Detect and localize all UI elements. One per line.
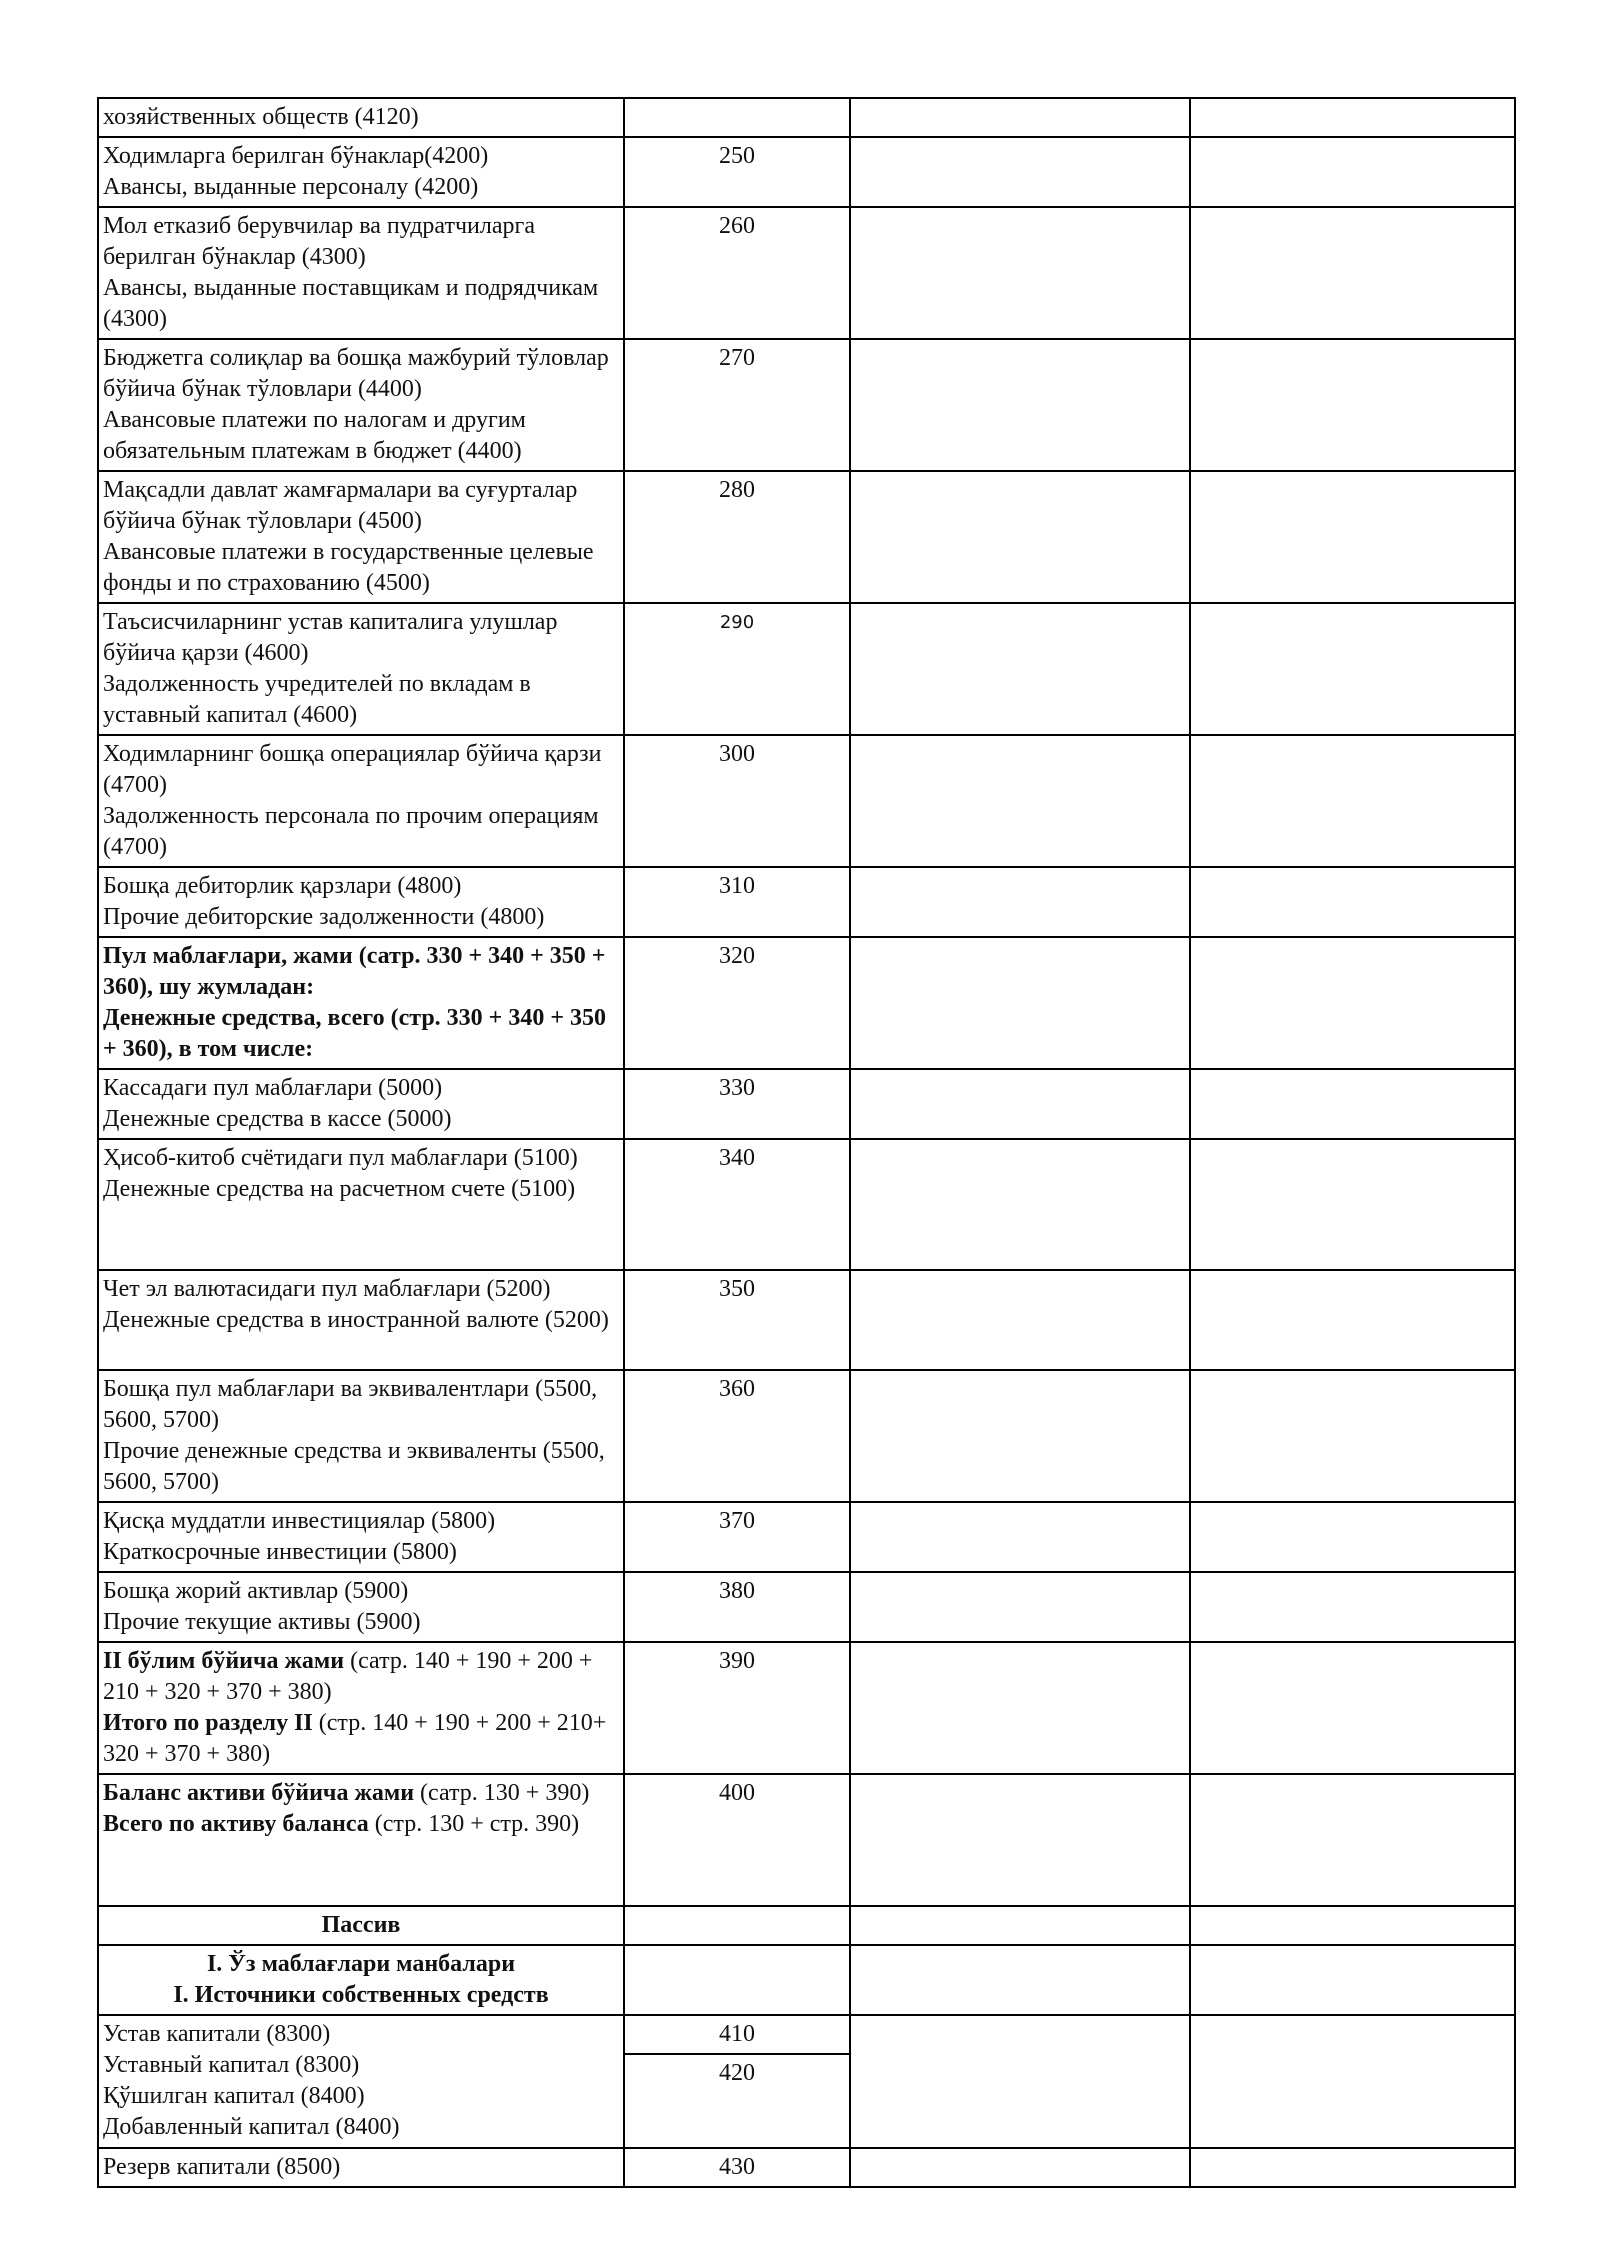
row-label bbox=[98, 1069, 624, 1139]
label-bold-part: Итого по разделу II bbox=[103, 1710, 313, 1736]
value-start-cell bbox=[850, 2148, 1190, 2187]
row-310 bbox=[98, 867, 1515, 937]
label-bold-part: II бўлим бўйича жами bbox=[103, 1648, 345, 1674]
label-line: Добавленный капитал (8400) bbox=[103, 2114, 400, 2140]
row-270 bbox=[98, 339, 1515, 471]
label-line: Қўшилган капитал (8400) bbox=[103, 2083, 365, 2109]
value-end-cell bbox=[1190, 1945, 1515, 2015]
row-label bbox=[98, 937, 624, 1069]
value-end-cell bbox=[1190, 1270, 1515, 1370]
label-line bbox=[103, 1809, 619, 1840]
value-end-cell bbox=[1190, 1502, 1515, 1572]
label-line bbox=[103, 1708, 619, 1770]
value-start-cell bbox=[850, 98, 1190, 137]
row-code: 380 bbox=[624, 1572, 850, 1642]
label-line: Бошқа жорий активлар (5900) bbox=[103, 1578, 409, 1604]
label-line: Кассадаги пул маблағлари (5000) bbox=[103, 1075, 443, 1101]
row-label bbox=[98, 1139, 624, 1270]
row-code: 330 bbox=[624, 1069, 850, 1139]
value-end-cell bbox=[1190, 1774, 1515, 1906]
label-line: Бюджетга солиқлар ва бошқа мажбурий тўловлар бўйича бўнак тўловлари (4400) bbox=[103, 345, 609, 402]
label-line: Авансовые платежи по налогам и другим обязательным платежам в бюджет (4400) bbox=[103, 407, 526, 464]
label-line: Бошқа дебиторлик қарзлари (4800) bbox=[103, 873, 462, 899]
row-350 bbox=[98, 1270, 1515, 1370]
value-start-cell bbox=[850, 339, 1190, 471]
value-end-cell bbox=[1190, 1642, 1515, 1774]
row-330 bbox=[98, 1069, 1515, 1139]
label-line: Краткосрочные инвестиции (5800) bbox=[103, 1539, 457, 1565]
row-code: 390 bbox=[624, 1642, 850, 1774]
row-label bbox=[98, 1572, 624, 1642]
row-label bbox=[98, 471, 624, 603]
label-line: Ходимларга берилган бўнаклар(4200) bbox=[103, 143, 489, 169]
row-label: Резерв капитали (8500) bbox=[98, 2148, 624, 2187]
value-start-cell bbox=[850, 735, 1190, 867]
label-normal-part: (сатр. 140 + 190 + 200 + 210 + 320 + 370 + 380) bbox=[103, 1648, 593, 1705]
value-start-cell bbox=[850, 1642, 1190, 1774]
label-normal-part: (стр. 140 + 190 + 200 + 210+ 320 + 370 + 380) bbox=[103, 1710, 607, 1767]
label-line: Қисқа муддатли инвестициялар (5800) bbox=[103, 1508, 496, 1534]
row-label bbox=[98, 1502, 624, 1572]
row-260 bbox=[98, 207, 1515, 339]
row-label bbox=[98, 137, 624, 207]
value-start-cell bbox=[850, 1069, 1190, 1139]
row-code: 410 bbox=[624, 2015, 850, 2054]
row-label bbox=[98, 339, 624, 471]
row-label bbox=[98, 1370, 624, 1502]
row-label bbox=[98, 98, 624, 137]
value-end-cell bbox=[1190, 471, 1515, 603]
code-cell bbox=[624, 1945, 850, 2015]
value-start-cell bbox=[850, 1906, 1190, 1945]
row-320 bbox=[98, 937, 1515, 1069]
value-end-cell bbox=[1190, 137, 1515, 207]
label-normal-part: (стр. 130 + стр. 390) bbox=[368, 1811, 580, 1837]
value-start-cell bbox=[850, 2015, 1190, 2148]
label-line: Ходимларнинг бошқа операциялар бўйича қарзи (4700) bbox=[103, 741, 602, 798]
row-280 bbox=[98, 471, 1515, 603]
label-line: хозяйственных обществ (4120) bbox=[103, 104, 419, 130]
label-line: Задолженность персонала по прочим операциям (4700) bbox=[103, 803, 599, 860]
label-line-bold: Денежные средства, всего (стр. 330 + 340 + 350 + 360), в том числе: bbox=[103, 1005, 607, 1062]
value-start-cell bbox=[850, 471, 1190, 603]
value-end-cell bbox=[1190, 603, 1515, 735]
row-380 bbox=[98, 1572, 1515, 1642]
label-line: Авансовые платежи в государственные целевые фонды и по страхованию (4500) bbox=[103, 539, 594, 596]
row-340 bbox=[98, 1139, 1515, 1270]
row-label bbox=[98, 1774, 624, 1906]
value-start-cell bbox=[850, 867, 1190, 937]
value-start-cell bbox=[850, 1139, 1190, 1270]
label-line: Мақсадли давлат жамғармалари ва суғурталар бўйича бўнак тўловлари (4500) bbox=[103, 477, 578, 534]
label-line-bold: Пул маблағлари, жами (сатр. 330 + 340 + 350 + 360), шу жумладан: bbox=[103, 943, 606, 1000]
row-410 bbox=[98, 2015, 1515, 2054]
value-start-cell bbox=[850, 1774, 1190, 1906]
value-end-cell bbox=[1190, 1069, 1515, 1139]
value-start-cell bbox=[850, 1270, 1190, 1370]
row-300 bbox=[98, 735, 1515, 867]
row-label bbox=[98, 1642, 624, 1774]
label-line: Задолженность учредителей по вкладам в уставный капитал (4600) bbox=[103, 671, 531, 728]
row-code: 250 bbox=[624, 137, 850, 207]
value-start-cell bbox=[850, 1945, 1190, 2015]
row-label bbox=[98, 1270, 624, 1370]
row-400 bbox=[98, 1774, 1515, 1906]
row-430 bbox=[98, 2148, 1515, 2187]
value-start-cell bbox=[850, 603, 1190, 735]
row-360 bbox=[98, 1370, 1515, 1502]
value-end-cell bbox=[1190, 207, 1515, 339]
row-code: 310 bbox=[624, 867, 850, 937]
label-bold-part: Всего по активу баланса bbox=[103, 1811, 369, 1837]
row-4120-cont bbox=[98, 98, 1515, 137]
row-label bbox=[98, 207, 624, 339]
label-line bbox=[103, 1778, 619, 1809]
label-line: Чет эл валютасидаги пул маблағлари (5200) bbox=[103, 1276, 551, 1302]
row-code: 370 bbox=[624, 1502, 850, 1572]
row-390 bbox=[98, 1642, 1515, 1774]
label-line: Таъсисчиларнинг устав капиталига улушлар бўйича қарзи (4600) bbox=[103, 609, 558, 666]
label-bold-part: Баланс активи бўйича жами bbox=[103, 1780, 415, 1806]
row-code: 320 bbox=[624, 937, 850, 1069]
row-code: 300 bbox=[624, 735, 850, 867]
label-line: Уставный капитал (8300) bbox=[103, 2052, 360, 2078]
balance-sheet-table bbox=[97, 97, 1516, 2188]
value-end-cell bbox=[1190, 1370, 1515, 1502]
row-code: 270 bbox=[624, 339, 850, 471]
value-end-cell bbox=[1190, 867, 1515, 937]
label-line: Авансы, выданные персоналу (4200) bbox=[103, 174, 479, 200]
row-passive-heading bbox=[98, 1906, 1515, 1945]
value-start-cell bbox=[850, 1572, 1190, 1642]
label-line: Прочие денежные средства и эквиваленты (5500, 5600, 5700) bbox=[103, 1438, 605, 1495]
value-end-cell bbox=[1190, 1139, 1515, 1270]
row-290 bbox=[98, 603, 1515, 735]
value-start-cell bbox=[850, 1502, 1190, 1572]
value-start-cell bbox=[850, 937, 1190, 1069]
value-end-cell bbox=[1190, 937, 1515, 1069]
label-line: Прочие текущие активы (5900) bbox=[103, 1609, 421, 1635]
label-line: Авансы, выданные поставщикам и подрядчикам (4300) bbox=[103, 275, 599, 332]
label-line: Денежные средства в кассе (5000) bbox=[103, 1106, 452, 1132]
section1-heading-line: I. Ўз маблағлари манбалари bbox=[206, 1951, 516, 1977]
row-code: 340 bbox=[624, 1139, 850, 1270]
value-start-cell bbox=[850, 137, 1190, 207]
balance-sheet-body bbox=[98, 98, 1515, 2187]
row-code: 280 bbox=[624, 471, 850, 603]
row-label bbox=[98, 735, 624, 867]
value-end-cell bbox=[1190, 1906, 1515, 1945]
label-line: Денежные средства в иностранной валюте (5200) bbox=[103, 1307, 609, 1333]
label-line: Бошқа пул маблағлари ва эквивалентлари (5500, 5600, 5700) bbox=[103, 1376, 598, 1433]
row-section1-heading bbox=[98, 1945, 1515, 2015]
row-250 bbox=[98, 137, 1515, 207]
label-line: Ҳисоб-китоб счётидаги пул маблағлари (5100) bbox=[103, 1145, 578, 1171]
row-label bbox=[98, 867, 624, 937]
section1-heading-line: I. Источники собственных средств bbox=[173, 1982, 549, 2008]
value-end-cell bbox=[1190, 735, 1515, 867]
label-line: Прочие дебиторские задолженности (4800) bbox=[103, 904, 545, 930]
row-code: 360 bbox=[624, 1370, 850, 1502]
value-end-cell bbox=[1190, 2148, 1515, 2187]
row-code: 350 bbox=[624, 1270, 850, 1370]
row-code: 420 bbox=[624, 2054, 850, 2148]
label-line: Устав капитали (8300) bbox=[103, 2021, 331, 2047]
label-normal-part: (сатр. 130 + 390) bbox=[414, 1780, 590, 1806]
passive-heading: Пассив bbox=[98, 1906, 624, 1945]
code-cell bbox=[624, 1906, 850, 1945]
section1-heading bbox=[98, 1945, 624, 2015]
label-line: Денежные средства на расчетном счете (5100) bbox=[103, 1176, 576, 1202]
row-code: 400 bbox=[624, 1774, 850, 1906]
row-370 bbox=[98, 1502, 1515, 1572]
row-code: 260 bbox=[624, 207, 850, 339]
row-code: 430 bbox=[624, 2148, 850, 2187]
row-label bbox=[98, 2015, 624, 2148]
label-line bbox=[103, 1646, 619, 1708]
value-start-cell bbox=[850, 207, 1190, 339]
value-end-cell bbox=[1190, 98, 1515, 137]
value-end-cell bbox=[1190, 339, 1515, 471]
value-end-cell bbox=[1190, 1572, 1515, 1642]
value-end-cell bbox=[1190, 2015, 1515, 2148]
value-start-cell bbox=[850, 1370, 1190, 1502]
row-code: 290 bbox=[624, 603, 850, 735]
label-line: Мол етказиб берувчилар ва пудратчиларга берилган бўнаклар (4300) bbox=[103, 213, 535, 270]
row-code bbox=[624, 98, 850, 137]
row-label bbox=[98, 603, 624, 735]
